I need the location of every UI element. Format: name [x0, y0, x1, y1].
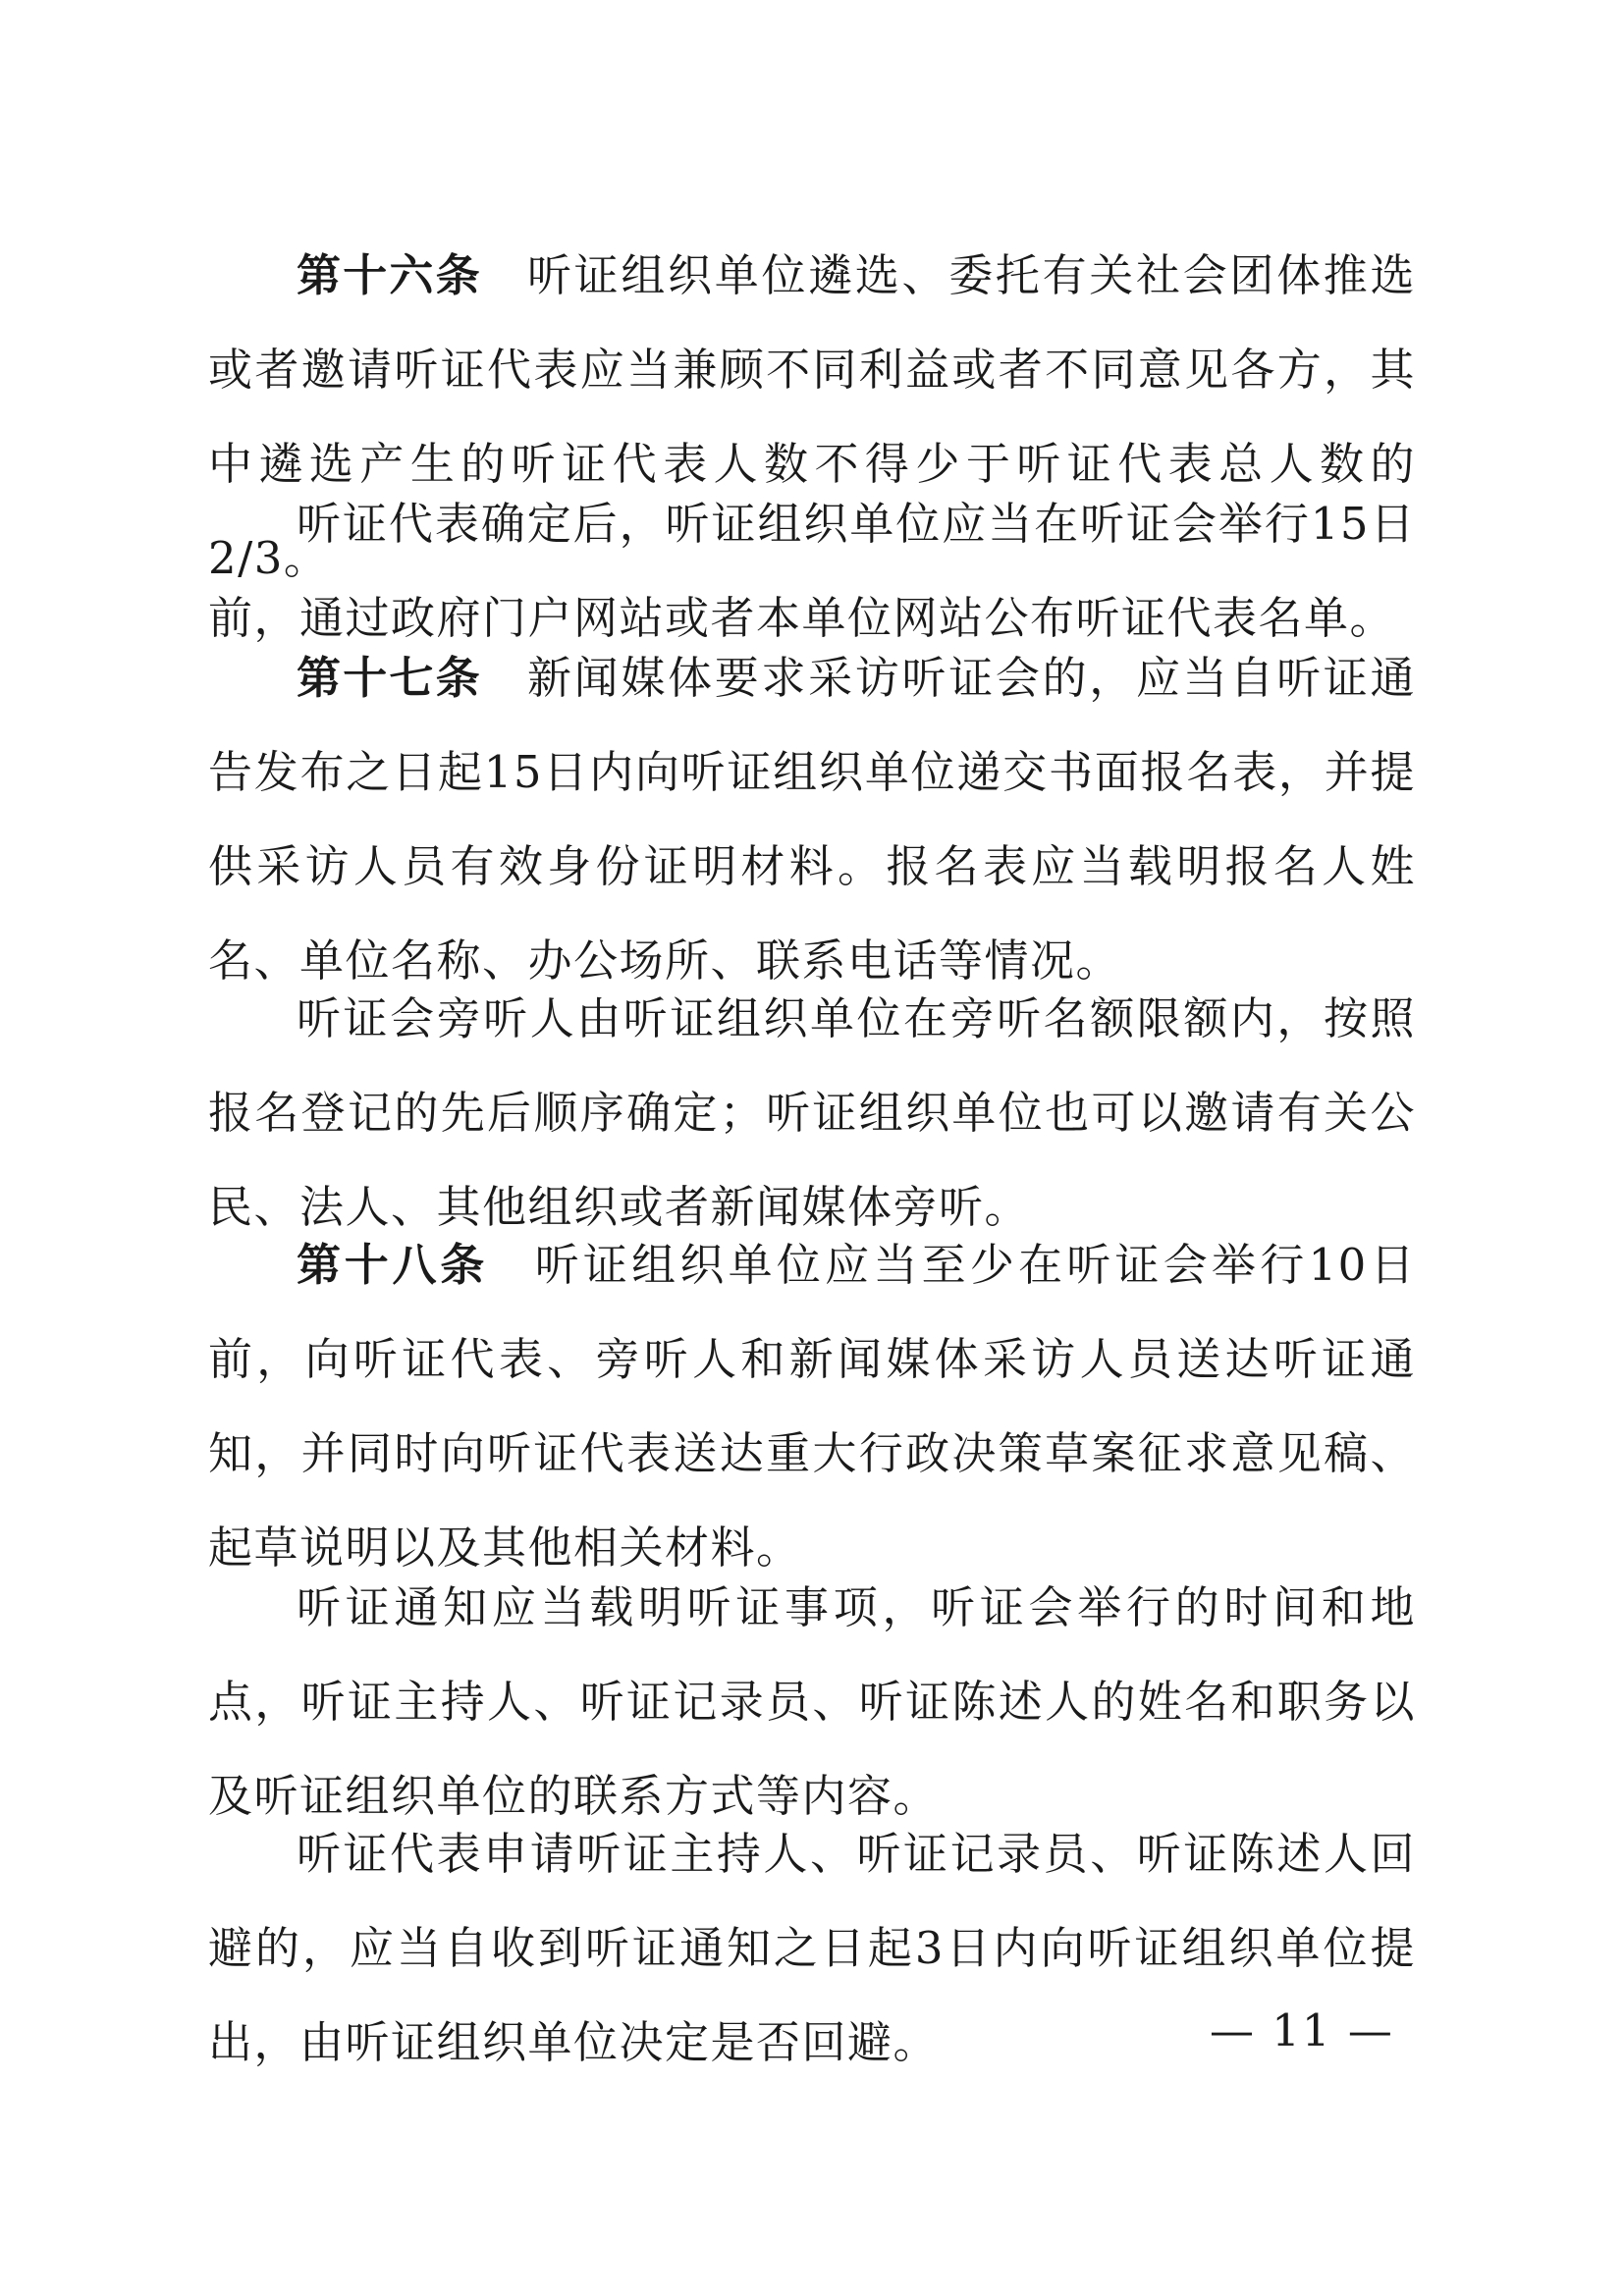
article-16-text-1: 听证组织单位遴选、委托有关社会团体推选或者邀请听证代表应当兼顾不同利益或者不同意见各方，其中遴选产生的听证代表人数不得少于听证代表总人数的2/3。 [208, 249, 1416, 584]
article-16-heading: 第十六条 [297, 249, 482, 301]
page-number: — 11 — [1210, 2004, 1394, 2056]
article-18-text-1: 听证组织单位应当至少在听证会举行10日前，向听证代表、旁听人和新闻媒体采访人员送达听证通知，并同时向听证代表送达重大行政决策草案征求意见稿、起草说明以及其他相关材料。 [208, 1239, 1416, 1574]
article-17-text-2: 听证会旁听人由听证组织单位在旁听名额限额内，按照报名登记的先后顺序确定；听证组织单位也可以邀请有关公民、法人、其他组织或者新闻媒体旁听。 [208, 992, 1416, 1233]
article-17-paragraph-1 [208, 631, 1416, 1008]
article-17-text-1: 新闻媒体要求采访听证会的，应当自听证通告发布之日起15日内向听证组织单位递交书面报名表，并提供采访人员有效身份证明材料。报名表应当载明报名人姓名、单位名称、办公场所、联系电话等情况。 [208, 652, 1416, 987]
article-18-paragraph-1 [208, 1218, 1416, 1595]
article-17-heading: 第十七条 [297, 652, 482, 704]
article-18-paragraph-2 [208, 1561, 1416, 1843]
article-18-text-2: 听证通知应当载明听证事项，听证会举行的时间和地点，听证主持人、听证记录员、听证陈述人的姓名和职务以及听证组织单位的联系方式等内容。 [208, 1581, 1416, 1822]
article-17-paragraph-2 [208, 972, 1416, 1255]
article-18-text-3: 听证代表申请听证主持人、听证记录员、听证陈述人回避的，应当自收到听证通知之日起3日内向听证组织单位提出，由听证组织单位决定是否回避。 [208, 1828, 1416, 2068]
article-18-heading: 第十八条 [297, 1239, 488, 1291]
article-16-text-2: 听证代表确定后，听证组织单位应当在听证会举行15日前，通过政府门户网站或者本单位网站公布听证代表名单。 [208, 498, 1416, 644]
